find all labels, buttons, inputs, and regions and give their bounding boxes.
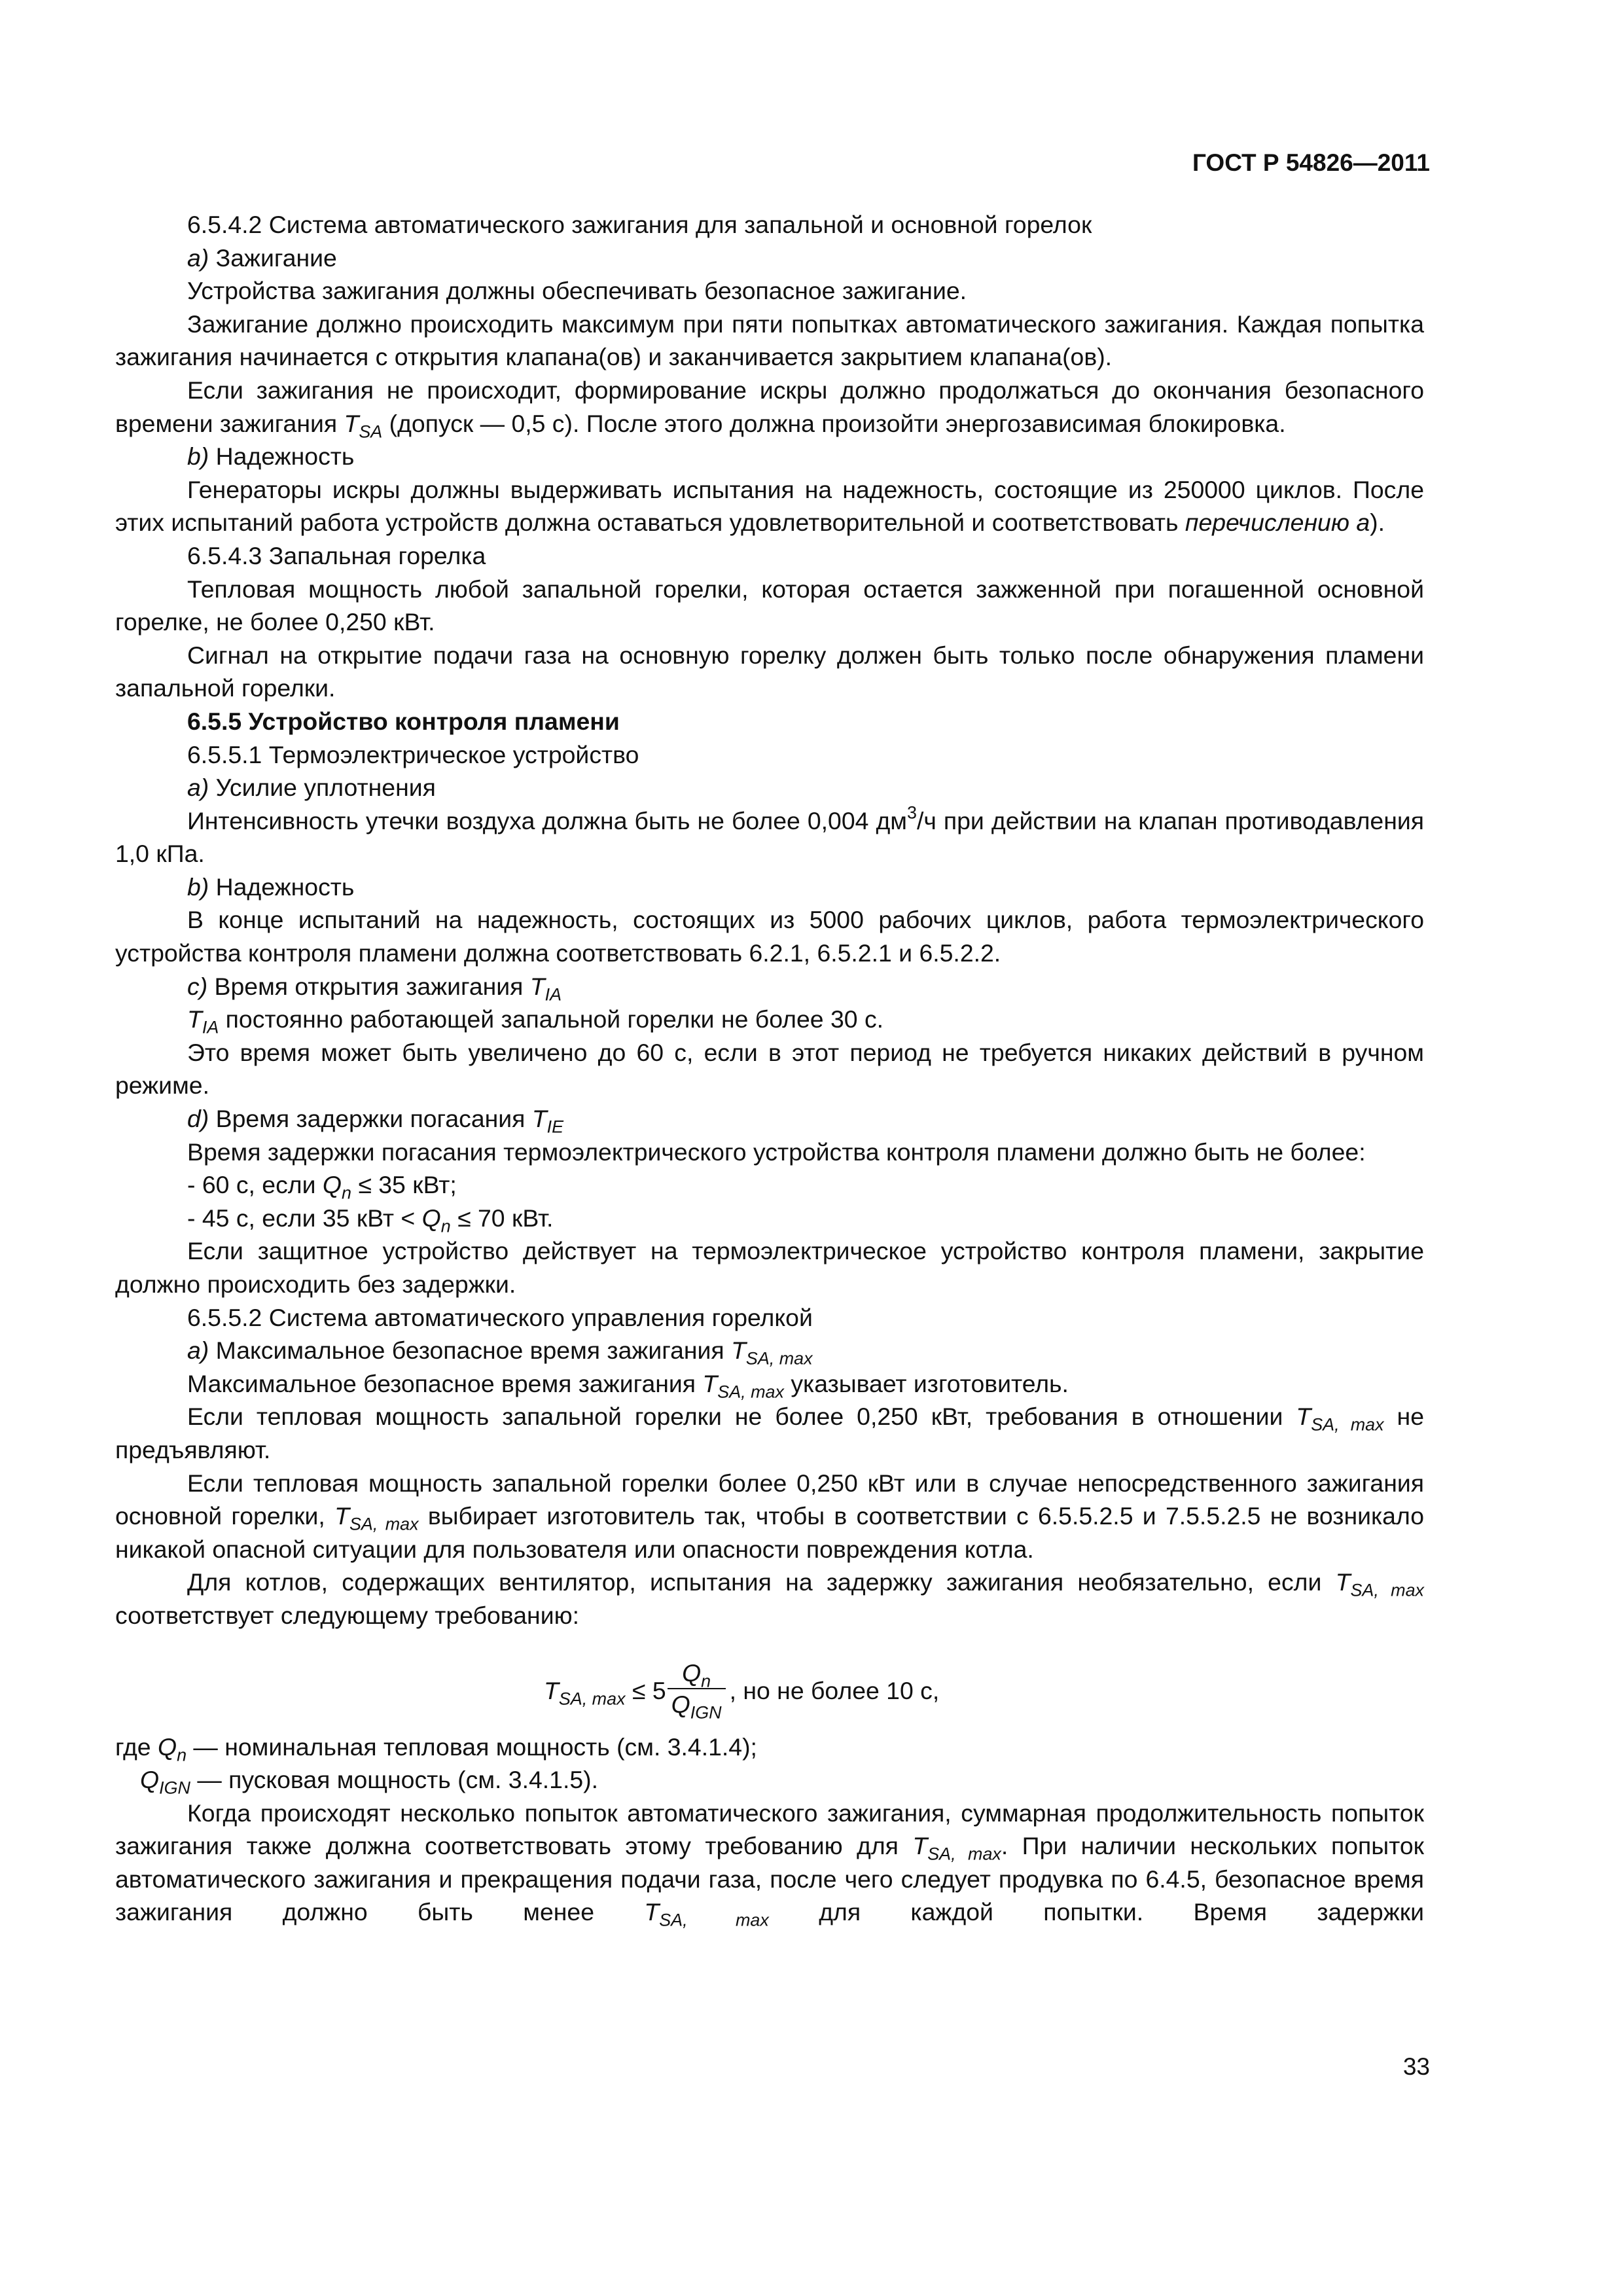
paragraph: Когда происходят несколько попыток автоматического зажигания, суммарная продолжительность попыток зажигания также должна соответствовать этому требованию для $T_{SA, max}$. При наличии нескольких попыток автоматического зажигания и прекращения подачи газа, после чего следует продувка по 6.4.5, безопасное время зажигания должно быть менее $T_{SA, max}$ для каждой попытки. Время задержки — [115, 1799, 1424, 1930]
formula-legend — [115, 1731, 1424, 1797]
legend-row-qign: $Q_{IGN}$ — пусковая мощность (см. 3.4.1.5). — [140, 1765, 598, 1798]
standard-header: ГОСТ Р 54826—2011 — [1192, 149, 1430, 176]
paragraph: Если защитное устройство действует на термоэлектрическое устройство контроля пламени, закрытие должно происходить без задержки. — [115, 1237, 1424, 1298]
item-d-delay-time: d) Время задержки погасания $T_{IE}$ — [187, 1105, 564, 1137]
paragraph: Генераторы искры должны выдерживать испытания на надежность, состоящие из 250000 циклов. После этих испытаний работа устройств должна оставаться удовлетворительной и соответствовать перечислению а). — [115, 475, 1424, 537]
paragraph: Максимальное безопасное время зажигания $T_{SA, max}$ указывает изготовитель. — [187, 1369, 1069, 1402]
paragraph: Для котлов, содержащих вентилятор, испытания на задержку зажигания необязательно, если $T_{SA, max}$ соответствует следующему требованию: — [115, 1568, 1424, 1629]
page-number: 33 — [1402, 2053, 1430, 2080]
paragraph: Время задержки погасания термоэлектрического устройства контроля пламени должно быть не более: — [187, 1138, 1366, 1166]
document-body — [115, 208, 1424, 1929]
list-item: - 60 с, если $Q_n \le 35$ кВт; — [187, 1171, 457, 1203]
item-b-reliability: b) Надежность — [187, 872, 355, 901]
fraction — [668, 1658, 726, 1723]
paragraph: Тепловая мощность любой запальной горелки, которая остается зажженной при погашенной основной горелке, не более 0,250 кВт. — [115, 575, 1424, 636]
fraction-denominator: $Q_{IGN}$ — [671, 1690, 722, 1723]
fraction-numerator: $Q_n$ — [668, 1658, 726, 1689]
paragraph: В конце испытаний на надежность, состоящих из 5000 рабочих циклов, работа термоэлектрического устройства контроля пламени должна соответствовать 6.2.1, 6.5.2.1 и 6.5.2.2. — [115, 906, 1424, 967]
item-b-reliability: b) Надежность — [187, 442, 355, 471]
paragraph: Если тепловая мощность запальной горелки не более 0,250 кВт, требования в отношении $T_{SA, max}$ не предъявляют. — [115, 1403, 1424, 1463]
item-a-sealing: а) Усилие уплотнения — [187, 774, 436, 802]
section-6-5-4-3-title: 6.5.4.3 Запальная горелка — [187, 541, 486, 569]
formula-block — [115, 1632, 1424, 1731]
paragraph: Если тепловая мощность запальной горелки более 0,250 кВт или в случае непосредственного зажигания основной горелки, $T_{SA, max}$ выбирает изготовитель так, чтобы в соответствии с 6.5.5.2.5 и 7.5.5.2.5 не возникало никакой опасной ситуации для пользователя или опасности повреждения котла. — [115, 1469, 1424, 1563]
paragraph: Если зажигания не происходит, формирование искры должно продолжаться до окончания безопасного времени зажигания $T_{SA}$ (допуск — 0,5 с). После этого должна произойти энергозависимая блокировка. — [115, 376, 1424, 442]
list-item: - 45 с, если 35 кВт < $Q_n \le 70$ кВт. — [187, 1204, 554, 1236]
section-6-5-4-2-title: 6.5.4.2 Система автоматического зажигания для запальной и основной горелок — [187, 211, 1092, 238]
item-c-opening-time: c) Время открытия зажигания $T_{IA}$ — [187, 972, 562, 1005]
paragraph: Это время может быть увеличено до 60 с, если в этот период не требуется никаких действий в ручном режиме. — [115, 1038, 1424, 1100]
paragraph: Интенсивность утечки воздуха должна быть не более 0,004 $дм^3/ч$ при действии на клапан противодавления 1,0 кПа. — [115, 802, 1424, 868]
item-marker: а) — [187, 243, 209, 272]
paragraph: $T_{IA}$ постоянно работающей запальной горелки не более 30 с. — [187, 1005, 884, 1037]
item-a-max-safety-time: а) Максимальное безопасное время зажигания $T_{SA, max}$ — [187, 1336, 813, 1369]
section-6-5-5-1-title: 6.5.5.1 Термоэлектрическое устройство — [187, 740, 639, 768]
legend-row-qn: где $Q_n$ — номинальная тепловая мощность (см. 3.4.1.4); — [115, 1732, 757, 1765]
item-marker: b) — [187, 442, 209, 471]
paragraph: Сигнал на открытие подачи газа на основную горелку должен быть только после обнаружения пламени запальной горелки. — [115, 641, 1424, 702]
section-6-5-5-2-title: 6.5.5.2 Система автоматического управления горелкой — [187, 1303, 813, 1331]
section-6-5-5-title: 6.5.5 Устройство контроля пламени — [187, 707, 620, 735]
paragraph: Зажигание должно происходить максимум при пяти попытках автоматического зажигания. Каждая попытка зажигания начинается с открытия клапана(ов) и заканчивается закрытием клапана(ов). — [115, 310, 1424, 371]
item-a-ignition: а) Зажигание — [187, 243, 337, 272]
formula: $T_{SA, max} \le 5$ $\frac{Q_n}{Q_{IGN}}$ , но не более 10 с, — [544, 1659, 940, 1723]
paragraph: Устройства зажигания должны обеспечивать безопасное зажигание. — [187, 277, 967, 305]
